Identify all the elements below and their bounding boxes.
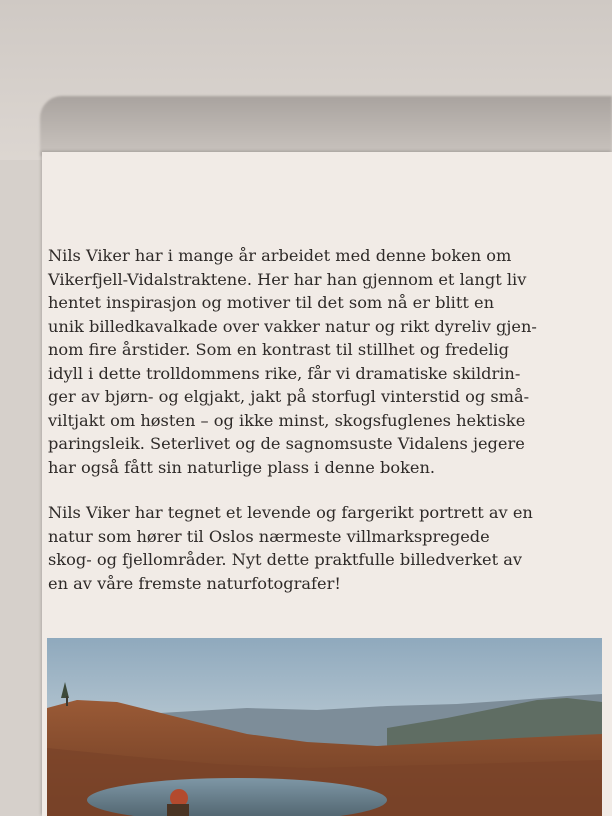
text-line: en av våre fremste naturfotografer! — [48, 573, 341, 593]
hiker-body — [167, 804, 189, 816]
tree-trunk — [66, 696, 68, 706]
text-line: hentet inspirasjon og motiver til det som nå er blitt en — [48, 293, 494, 312]
text-line: Vikerfjell-Vidalstraktene. Her har han gjennom et langt liv — [48, 269, 527, 289]
text-line: natur som hører til Oslos nærmeste villmarkspregede — [48, 526, 490, 546]
text-line: Nils Viker har tegnet et levende og fargerikt portrett av en — [48, 503, 533, 522]
text-line: nom fire årstider. Som en kontrast til stillhet og fredelig — [48, 340, 510, 359]
text-line: viltjakt om høsten – og ikke minst, skogsfuglenes hektiske — [48, 410, 526, 430]
book-shadow — [40, 96, 612, 156]
text-line: Nils Viker har i mange år arbeidet med denne boken om — [48, 246, 512, 265]
landscape-illustration — [47, 638, 602, 816]
blurb-paragraph-1 — [48, 244, 600, 479]
text-line: idyll i dette trolldommens rike, får vi dramatiske skildrin- — [48, 363, 521, 383]
book-back-cover — [42, 152, 612, 816]
text-line: skog- og fjellområder. Nyt dette praktfulle billedverket av — [48, 550, 523, 569]
text-line: unik billedkavalkade over vakker natur og rikt dyreliv gjen- — [48, 316, 537, 336]
text-line: paringsleik. Seterlivet og de sagnomsuste Vidalens jegere — [48, 434, 525, 453]
landscape-photo — [47, 638, 602, 816]
text-line: ger av bjørn- og elgjakt, jakt på storfugl vinterstid og små- — [48, 387, 530, 406]
blurb-text — [48, 244, 600, 617]
text-line: har også fått sin naturlige plass i denne boken. — [48, 457, 436, 477]
blurb-paragraph-2 — [48, 501, 600, 595]
